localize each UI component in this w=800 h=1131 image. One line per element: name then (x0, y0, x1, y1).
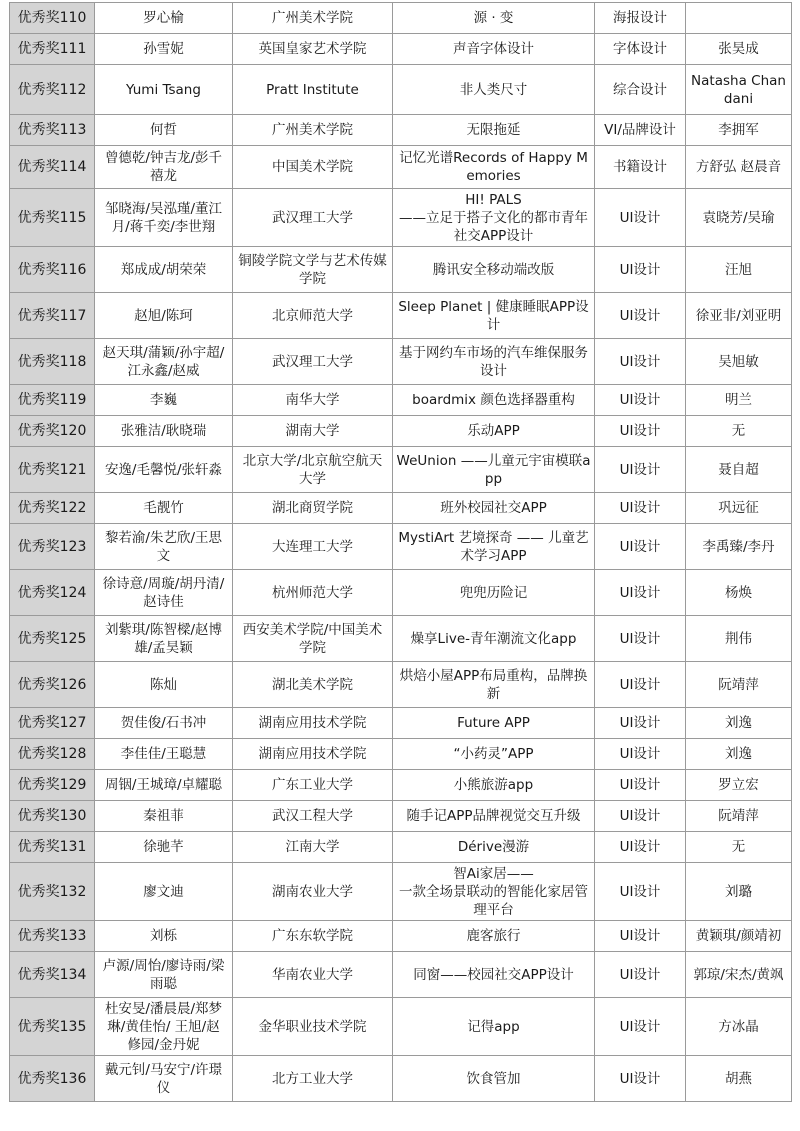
names-cell: 何哲 (95, 115, 233, 146)
names-cell: 戴元钊/马安宁/许璟仪 (95, 1056, 233, 1102)
award-cell: 优秀奖115 (10, 189, 95, 247)
table-row (10, 739, 792, 770)
table-row (10, 524, 792, 570)
table-row (10, 189, 792, 247)
title-cell: MystiArt 艺境探奇 —— 儿童艺术学习APP (393, 524, 595, 570)
award-cell: 优秀奖120 (10, 416, 95, 447)
category-cell: UI设计 (595, 447, 686, 493)
award-cell: 优秀奖130 (10, 801, 95, 832)
names-cell: 赵旭/陈珂 (95, 293, 233, 339)
names-cell: 李佳佳/王聪慧 (95, 739, 233, 770)
title-cell: WeUnion ——儿童元宇宙模联app (393, 447, 595, 493)
category-cell: UI设计 (595, 247, 686, 293)
award-cell: 优秀奖122 (10, 493, 95, 524)
school-cell: 北方工业大学 (233, 1056, 393, 1102)
advisor-cell: 李拥军 (686, 115, 792, 146)
names-cell: Yumi Tsang (95, 65, 233, 115)
award-cell: 优秀奖110 (10, 3, 95, 34)
award-table (9, 2, 792, 1102)
award-cell: 优秀奖124 (10, 570, 95, 616)
award-table-body (10, 3, 792, 1102)
advisor-cell: 方舒弘 赵晨音 (686, 146, 792, 189)
award-cell: 优秀奖131 (10, 832, 95, 863)
school-cell: 铜陵学院文学与艺术传媒学院 (233, 247, 393, 293)
table-row (10, 385, 792, 416)
school-cell: 南华大学 (233, 385, 393, 416)
advisor-cell: 阮靖萍 (686, 801, 792, 832)
names-cell: 罗心榆 (95, 3, 233, 34)
award-cell: 优秀奖113 (10, 115, 95, 146)
table-row (10, 293, 792, 339)
award-cell: 优秀奖136 (10, 1056, 95, 1102)
table-row (10, 247, 792, 293)
advisor-cell: 徐亚非/刘亚明 (686, 293, 792, 339)
advisor-cell: 刘逸 (686, 708, 792, 739)
award-cell: 优秀奖111 (10, 34, 95, 65)
names-cell: 李巍 (95, 385, 233, 416)
advisor-cell: 无 (686, 416, 792, 447)
title-cell: Dérive漫游 (393, 832, 595, 863)
school-cell: 湖北商贸学院 (233, 493, 393, 524)
names-cell: 孙雪妮 (95, 34, 233, 65)
table-row (10, 863, 792, 921)
table-row (10, 1056, 792, 1102)
advisor-cell: 黄颖琪/颜靖初 (686, 921, 792, 952)
names-cell: 贺佳俊/石书冲 (95, 708, 233, 739)
award-cell: 优秀奖134 (10, 952, 95, 998)
award-cell: 优秀奖128 (10, 739, 95, 770)
school-cell: 湖南大学 (233, 416, 393, 447)
school-cell: 大连理工大学 (233, 524, 393, 570)
category-cell: UI设计 (595, 708, 686, 739)
title-cell: boardmix 颜色选择器重构 (393, 385, 595, 416)
award-cell: 优秀奖132 (10, 863, 95, 921)
table-row (10, 616, 792, 662)
advisor-cell (686, 3, 792, 34)
names-cell: 秦祖菲 (95, 801, 233, 832)
title-cell: Sleep Planet | 健康睡眠APP设计 (393, 293, 595, 339)
award-cell: 优秀奖116 (10, 247, 95, 293)
school-cell: 江南大学 (233, 832, 393, 863)
school-cell: 武汉工程大学 (233, 801, 393, 832)
advisor-cell: 郭琼/宋杰/黄飒 (686, 952, 792, 998)
names-cell: 邹晓海/吴泓瑾/董江月/蒋千奕/李世翔 (95, 189, 233, 247)
table-row (10, 662, 792, 708)
table-row (10, 998, 792, 1056)
category-cell: UI设计 (595, 739, 686, 770)
table-row (10, 447, 792, 493)
title-cell: HI! PALS ——立足于搭子文化的都市青年社交APP设计 (393, 189, 595, 247)
title-cell: 乐动APP (393, 416, 595, 447)
table-row (10, 708, 792, 739)
advisor-cell: 罗立宏 (686, 770, 792, 801)
names-cell: 卢源/周怡/廖诗雨/梁雨聪 (95, 952, 233, 998)
award-cell: 优秀奖121 (10, 447, 95, 493)
table-row (10, 34, 792, 65)
category-cell: VI/品牌设计 (595, 115, 686, 146)
award-cell: 优秀奖135 (10, 998, 95, 1056)
category-cell: UI设计 (595, 801, 686, 832)
category-cell: UI设计 (595, 863, 686, 921)
category-cell: UI设计 (595, 416, 686, 447)
table-row (10, 832, 792, 863)
title-cell: 燥享Live-青年潮流文化app (393, 616, 595, 662)
table-row (10, 3, 792, 34)
school-cell: 广东工业大学 (233, 770, 393, 801)
award-cell: 优秀奖125 (10, 616, 95, 662)
school-cell: 广州美术学院 (233, 3, 393, 34)
title-cell: 声音字体设计 (393, 34, 595, 65)
names-cell: 毛靓竹 (95, 493, 233, 524)
advisor-cell: 刘逸 (686, 739, 792, 770)
school-cell: 湖南农业大学 (233, 863, 393, 921)
advisor-cell: 吴旭敏 (686, 339, 792, 385)
category-cell: UI设计 (595, 189, 686, 247)
title-cell: 记得app (393, 998, 595, 1056)
school-cell: 湖南应用技术学院 (233, 708, 393, 739)
category-cell: UI设计 (595, 524, 686, 570)
advisor-cell: 胡燕 (686, 1056, 792, 1102)
school-cell: 华南农业大学 (233, 952, 393, 998)
school-cell: 英国皇家艺术学院 (233, 34, 393, 65)
school-cell: 北京师范大学 (233, 293, 393, 339)
advisor-cell: 李禹臻/李丹 (686, 524, 792, 570)
category-cell: 书籍设计 (595, 146, 686, 189)
school-cell: 中国美术学院 (233, 146, 393, 189)
title-cell: Future APP (393, 708, 595, 739)
names-cell: 黎若渝/朱艺欣/王思文 (95, 524, 233, 570)
award-cell: 优秀奖117 (10, 293, 95, 339)
title-cell: 随手记APP品牌视觉交互升级 (393, 801, 595, 832)
advisor-cell: 杨焕 (686, 570, 792, 616)
category-cell: UI设计 (595, 616, 686, 662)
title-cell: 记忆光谱Records of Happy Memories (393, 146, 595, 189)
table-row (10, 570, 792, 616)
category-cell: UI设计 (595, 770, 686, 801)
table-row (10, 770, 792, 801)
advisor-cell: 张昊成 (686, 34, 792, 65)
names-cell: 刘栎 (95, 921, 233, 952)
title-cell: 小熊旅游app (393, 770, 595, 801)
award-cell: 优秀奖114 (10, 146, 95, 189)
table-row (10, 493, 792, 524)
names-cell: 徐驰芊 (95, 832, 233, 863)
title-cell: 兜兜历险记 (393, 570, 595, 616)
advisor-cell: 刘璐 (686, 863, 792, 921)
category-cell: 字体设计 (595, 34, 686, 65)
category-cell: UI设计 (595, 570, 686, 616)
advisor-cell: 聂自超 (686, 447, 792, 493)
category-cell: UI设计 (595, 293, 686, 339)
award-cell: 优秀奖118 (10, 339, 95, 385)
category-cell: UI设计 (595, 339, 686, 385)
advisor-cell: 方冰晶 (686, 998, 792, 1056)
school-cell: 武汉理工大学 (233, 339, 393, 385)
advisor-cell: Natasha Chandani (686, 65, 792, 115)
award-cell: 优秀奖126 (10, 662, 95, 708)
category-cell: UI设计 (595, 998, 686, 1056)
category-cell: UI设计 (595, 952, 686, 998)
title-cell: “小药灵”APP (393, 739, 595, 770)
award-cell: 优秀奖133 (10, 921, 95, 952)
table-row (10, 115, 792, 146)
category-cell: 海报设计 (595, 3, 686, 34)
title-cell: 源 · 变 (393, 3, 595, 34)
names-cell: 张雅洁/耿晓瑞 (95, 416, 233, 447)
names-cell: 周铟/王城璋/卓耀聪 (95, 770, 233, 801)
title-cell: 同窗——校园社交APP设计 (393, 952, 595, 998)
names-cell: 赵天琪/蒲颖/孙宇超/江永鑫/赵威 (95, 339, 233, 385)
table-row (10, 952, 792, 998)
table-row (10, 65, 792, 115)
award-cell: 优秀奖119 (10, 385, 95, 416)
category-cell: UI设计 (595, 662, 686, 708)
advisor-cell: 袁晓芳/吴瑜 (686, 189, 792, 247)
category-cell: 综合设计 (595, 65, 686, 115)
title-cell: 腾讯安全移动端改版 (393, 247, 595, 293)
table-row (10, 146, 792, 189)
category-cell: UI设计 (595, 832, 686, 863)
table-row (10, 339, 792, 385)
names-cell: 徐诗意/周璇/胡丹清/赵诗佳 (95, 570, 233, 616)
title-cell: 鹿客旅行 (393, 921, 595, 952)
advisor-cell: 明兰 (686, 385, 792, 416)
category-cell: UI设计 (595, 385, 686, 416)
table-row (10, 921, 792, 952)
award-cell: 优秀奖129 (10, 770, 95, 801)
school-cell: 湖南应用技术学院 (233, 739, 393, 770)
table-row (10, 416, 792, 447)
advisor-cell: 阮靖萍 (686, 662, 792, 708)
table-row (10, 801, 792, 832)
advisor-cell: 荆伟 (686, 616, 792, 662)
school-cell: Pratt Institute (233, 65, 393, 115)
school-cell: 武汉理工大学 (233, 189, 393, 247)
category-cell: UI设计 (595, 1056, 686, 1102)
school-cell: 北京大学/北京航空航天大学 (233, 447, 393, 493)
advisor-cell: 巩远征 (686, 493, 792, 524)
category-cell: UI设计 (595, 921, 686, 952)
title-cell: 无限拖延 (393, 115, 595, 146)
title-cell: 饮食管加 (393, 1056, 595, 1102)
advisor-cell: 汪旭 (686, 247, 792, 293)
award-cell: 优秀奖123 (10, 524, 95, 570)
title-cell: 智Ai家居—— 一款全场景联动的智能化家居管理平台 (393, 863, 595, 921)
school-cell: 金华职业技术学院 (233, 998, 393, 1056)
names-cell: 廖文迪 (95, 863, 233, 921)
advisor-cell: 无 (686, 832, 792, 863)
title-cell: 班外校园社交APP (393, 493, 595, 524)
award-cell: 优秀奖112 (10, 65, 95, 115)
names-cell: 杜安旻/潘晨晨/郑梦琳/黄佳怡/ 王旭/赵修园/金丹妮 (95, 998, 233, 1056)
names-cell: 安逸/毛馨悦/张轩淼 (95, 447, 233, 493)
names-cell: 刘紫琪/陈智樑/赵博雄/孟昊颖 (95, 616, 233, 662)
award-cell: 优秀奖127 (10, 708, 95, 739)
school-cell: 广州美术学院 (233, 115, 393, 146)
names-cell: 郑成成/胡荣荣 (95, 247, 233, 293)
title-cell: 基于网约车市场的汽车维保服务设计 (393, 339, 595, 385)
names-cell: 陈灿 (95, 662, 233, 708)
school-cell: 广东东软学院 (233, 921, 393, 952)
school-cell: 湖北美术学院 (233, 662, 393, 708)
category-cell: UI设计 (595, 493, 686, 524)
title-cell: 非人类尺寸 (393, 65, 595, 115)
title-cell: 烘焙小屋APP布局重构，品牌换新 (393, 662, 595, 708)
school-cell: 杭州师范大学 (233, 570, 393, 616)
names-cell: 曾德乾/钟吉龙/彭千禧龙 (95, 146, 233, 189)
school-cell: 西安美术学院/中国美术学院 (233, 616, 393, 662)
